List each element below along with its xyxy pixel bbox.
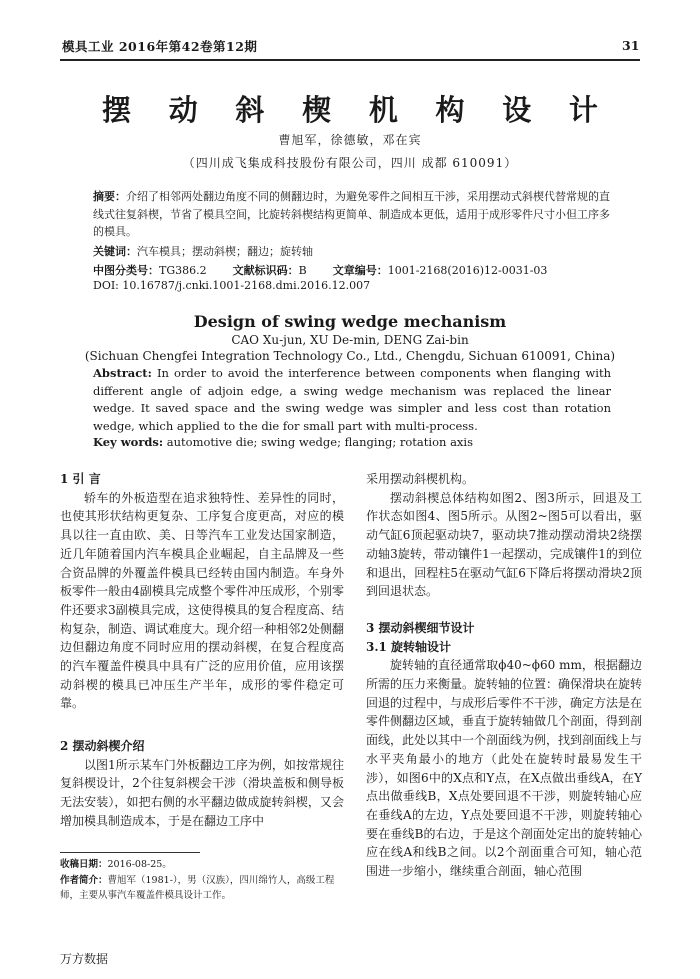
keywords-en-label: Key words: xyxy=(93,435,164,449)
keywords-cn xyxy=(93,243,611,260)
section-3-heading: 3 摆动斜楔细节设计 xyxy=(366,620,475,635)
classification-row xyxy=(93,262,611,278)
article-value: 1001-2168(2016)12-0031-03 xyxy=(387,264,548,277)
abstract-cn xyxy=(93,188,611,241)
abstract-cn-text: 介绍了相邻两处翻边角度不同的侧翻边时，为避免零件之间相互干涉，采用摆动式斜楔代替常规的直线式往复斜楔，节省了模具空间，比旋转斜楔结构更简单、制造成本更低，适用于成形零件尺寸小但工序多的模具。 xyxy=(93,190,610,238)
section-2-paragraph-2: 摆动斜楔总体结构如图2、图3所示，回退及工作状态如图4、图5所示。从图2~图5可以看出，驱动气缸6顶起驱动块7，驱动块7推动摆动滑块2绕摆动轴3旋转，带动镶件1一起摆动，完成镶件1的到位和退出，回程柱5在驱动气缸6下降后将摆动滑块2顶到回退状态。 xyxy=(366,490,642,599)
affiliation-en: (Sichuan Chengfei Integration Technology Co., Ltd., Chengdu, Sichuan 610091, China) xyxy=(84,349,616,363)
header-rule xyxy=(60,59,640,61)
journal-header: 模具工业 2016年第42卷第12期 xyxy=(62,39,258,54)
title-char: 动 xyxy=(168,93,198,127)
title-char: 楔 xyxy=(302,93,332,127)
author-bio: 曹旭军（1981-），男（汉族），四川绵竹人，高级工程师，主要从事汽车覆盖件模具设计工作。 xyxy=(60,874,335,901)
abstract-en xyxy=(93,365,611,435)
keywords-en xyxy=(93,435,611,449)
section-2-heading: 2 摆动斜楔介绍 xyxy=(60,739,145,753)
section-3-paragraph: 旋转轴的直径通常取ϕ40~ϕ60 mm，根据翻边所需的压力来衡量。旋转轴的位置：确保滑块在旋转回退的过程中，与成形后零件不干涉，确定方法是在零件侧翻边区域，垂直于旋转轴做几个剖面，得到剖面线，此处以其中一个剖面线为例，找到剖面线上与水平夹角最小的地方（此处在旋转时最易发生干涉），如图6中的X点和Y点，在X点做出垂线A，在Y点出做垂线B，X点处要回退不干涉，则旋转轴心应在垂线A的左边，Y点处要回退不干涉，则旋转轴心要在垂线B的右边，于是这个剖面处定出的旋转轴心应在线A和线B之间。以2个剖面重合可知，轴心范围进一步缩小，继续重合剖面，轴心范围 xyxy=(366,658,643,879)
keywords-cn-label: 关键词： xyxy=(93,245,137,258)
abstract-en-text: In order to avoid the interference between components when flanging with different angle of adjoin edge, a swing wedge mechanism was replaced the linear wedge. It saved space and the swing wedge was simpler and less cost than rotation wedge, which applied to the die for small part with multi-process. xyxy=(93,366,611,433)
clc-label: 中图分类号： xyxy=(93,264,159,277)
clc-value: TG386.2 xyxy=(159,264,207,277)
abstract-cn-label: 摘要： xyxy=(93,190,126,203)
section-2-paragraph-1: 以图1所示某车门外板翻边工序为例，如按常规往复斜楔设计，2个往复斜楔会干涉（滑块盖板和侧导板无法安装），如把右侧的水平翻边做成旋转斜楔，又会增加模具制造成本，于是在翻边工序中 xyxy=(60,757,344,828)
received-label: 收稿日期： xyxy=(60,859,108,870)
author-bio-label: 作者简介： xyxy=(60,874,108,886)
title-char: 斜 xyxy=(235,93,265,127)
section-3-1-heading: 3.1 旋转轴设计 xyxy=(366,639,452,654)
title-cn xyxy=(60,88,640,129)
title-char: 构 xyxy=(435,93,465,127)
authors-cn: 曹旭军，徐德敏，邓在宾 xyxy=(278,133,422,147)
footnote-rule xyxy=(60,852,200,853)
right-column xyxy=(366,470,642,881)
section-2-continuation: 采用摆动斜楔机构。 xyxy=(366,472,475,486)
footer-watermark: 万方数据 xyxy=(60,952,109,966)
title-char: 设 xyxy=(502,93,532,127)
affiliation-cn: （四川成飞集成科技股份有限公司，四川 成都 610091） xyxy=(182,156,518,170)
doc-label: 文献标识码： xyxy=(232,264,299,277)
article-label: 文章编号： xyxy=(332,264,388,277)
doi: DOI: 10.16787/j.cnki.1001-2168.dmi.2016.12.007 xyxy=(93,279,371,292)
abstract-en-label: Abstract: xyxy=(93,366,152,380)
section-2 xyxy=(60,737,344,831)
title-en: Design of swing wedge mechanism xyxy=(193,312,507,331)
section-1 xyxy=(60,470,344,713)
footnote xyxy=(60,857,350,904)
keywords-en-text: automotive die; swing wedge; flanging; rotation axis xyxy=(163,435,473,449)
page-number: 31 xyxy=(622,38,640,53)
keywords-cn-text: 汽车模具；摆动斜楔；翻边；旋转轴 xyxy=(137,245,313,258)
section-1-paragraph: 轿车的外板造型在追求独特性、差异性的同时，也使其形状结构更复杂、工序复合度更高，对应的模具以往一直由欧、美、日等汽车工业发达国家制造，近几年随着国内汽车模具企业崛起，自主品牌及一些合资品牌的外覆盖件模具已经转由国内制造。车身外板零件一般由4副模具完成整个零件冲压成形，个别零件还要求3副模具完成，这使得模具的复合程度高、结构复杂，制造、调试难度大。现介绍一种相邻2处侧翻边但翻边角度不同时应用的摆动斜楔，在复合程度高的汽车覆盖件模具中具有广泛的应用价值，应用该摆动斜楔的模具已冲压生产半年，成形的零件稳定可靠。 xyxy=(60,490,344,711)
authors-en: CAO Xu-jun, XU De-min, DENG Zai-bin xyxy=(231,333,469,347)
title-char: 计 xyxy=(568,93,598,127)
title-char: 摆 xyxy=(102,93,132,127)
title-char: 机 xyxy=(368,93,398,127)
section-1-heading: 1 引 言 xyxy=(60,472,101,486)
doc-value: B xyxy=(298,264,307,277)
received-date: 2016-08-25。 xyxy=(107,859,172,870)
